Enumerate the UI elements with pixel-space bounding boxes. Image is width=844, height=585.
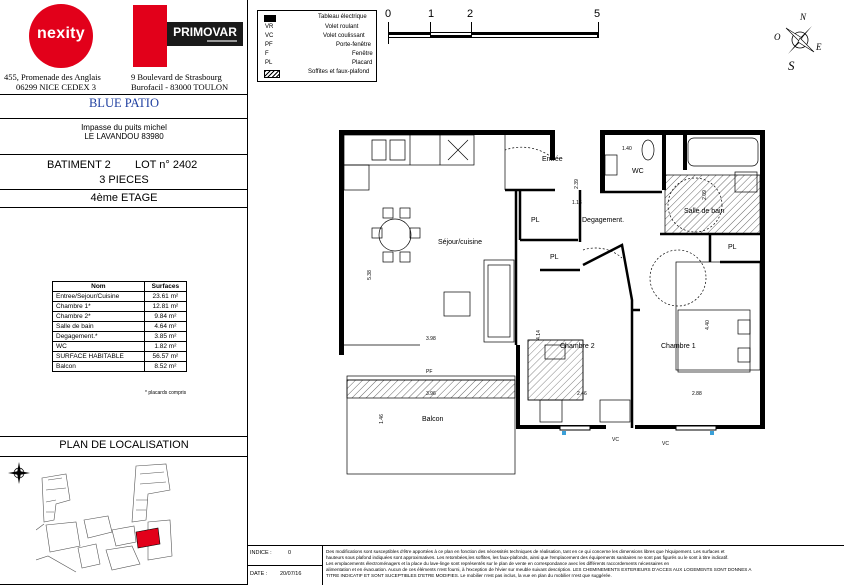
left-panel <box>0 0 248 585</box>
disclaimer-5: TITRE INDICATIF ET SONT SUCEPTIBLES D'ETRE MODIFIES. Le mobilier n'est pas inclus, la vue en plan du mobilier n'est que suggérée. <box>326 573 612 578</box>
legend-label: Porte-fenêtre <box>336 42 372 48</box>
room-sejour: Séjour/cuisine <box>438 239 482 246</box>
table-row <box>53 292 187 302</box>
legend-tableau-icon <box>264 15 276 22</box>
indice-value: 0 <box>288 550 292 556</box>
room-balcon: Balcon <box>422 416 444 423</box>
batiment: BATIMENT 2 <box>47 159 111 171</box>
small-compass-icon <box>6 460 32 486</box>
porte-fenetre-label: PF <box>426 369 433 375</box>
scale-tick-2: 2 <box>467 8 474 20</box>
compass-s: S <box>788 58 795 73</box>
room-salle-de-bain: Salle de bain <box>684 208 725 215</box>
compass-o: O <box>774 32 781 42</box>
table-row <box>53 312 187 322</box>
surfaces-header-row <box>53 282 187 292</box>
legend-code: PL <box>265 60 273 66</box>
row-value: 1.82 m² <box>144 342 186 352</box>
compass <box>770 10 830 74</box>
table-row <box>53 342 187 352</box>
table-row <box>53 322 187 332</box>
nexity-logo <box>29 4 93 68</box>
placard-label: PL <box>550 254 559 261</box>
row-name: Chambre 2* <box>53 312 145 322</box>
nexity-address-1: 455, Promenade des Anglais <box>4 72 101 82</box>
nexity-address-2: 06299 NICE CEDEX 3 <box>16 82 97 92</box>
lot-number: LOT n° 2402 <box>135 159 198 171</box>
placards-note: * placards compris <box>145 390 187 396</box>
row-name: Chambre 1* <box>53 302 145 312</box>
col-surface: Surfaces <box>144 282 186 292</box>
scale-tick-0: 0 <box>385 8 392 20</box>
room-chambre-1: Chambre 1 <box>661 343 696 350</box>
scale-tick-1: 1 <box>428 8 435 20</box>
dim-label: 5.38 <box>366 270 373 280</box>
row-value: 23.61 m² <box>144 292 186 302</box>
site-address-1: Impasse du puits michel <box>81 123 167 132</box>
indice-label: INDICE : <box>250 550 272 556</box>
legend-label: Volet coulissant <box>323 33 365 39</box>
legend-code: VC <box>265 33 274 39</box>
legend <box>257 10 377 82</box>
pieces: 3 PIECES <box>99 174 149 186</box>
dim-label: 1.46 <box>378 414 385 424</box>
dim-label: 2.39 <box>573 179 580 189</box>
lot-location-highlight <box>136 528 160 548</box>
compass-rose-icon <box>780 18 820 62</box>
dim-label: 1.40 <box>622 146 632 152</box>
room-wc: WC <box>632 168 644 175</box>
etage: 4ème ETAGE <box>90 192 158 204</box>
row-name: Degagement.* <box>53 332 145 342</box>
row-name: SURFACE HABITABLE <box>53 352 145 362</box>
legend-code: PF <box>265 42 273 48</box>
volet-label: VC <box>662 441 669 447</box>
primovar-logo-underline <box>207 40 237 42</box>
row-value: 8.52 m² <box>144 362 186 372</box>
compass-n: N <box>800 12 807 22</box>
table-row <box>53 332 187 342</box>
row-value: 4.64 m² <box>144 322 186 332</box>
floor-plan <box>330 120 770 475</box>
placard-label: PL <box>728 244 737 251</box>
col-nom: Nom <box>53 282 145 292</box>
legend-hatch-icon <box>264 70 280 78</box>
disclaimer-2: hauteurs sous plafond indiquées sont approximatives. Les retombées,les soffites, les faux-plafonds, ainsi que l'emplacement des équipements sanitaires ne sont pas figurés ou le sont à titre indicatif. <box>326 555 729 560</box>
row-name: WC <box>53 342 145 352</box>
room-entree: Entrée <box>542 156 563 163</box>
legend-code: VR <box>265 24 274 30</box>
dim-label: 4.14 <box>535 330 542 340</box>
table-row <box>53 302 187 312</box>
date-value: 20/07/16 <box>280 571 302 577</box>
row-name: Entree/Sejour/Cuisine <box>53 292 145 302</box>
location-site-map <box>36 460 186 580</box>
row-value: 12.81 m² <box>144 302 186 312</box>
table-row <box>53 352 187 362</box>
room-chambre-2: Chambre 2 <box>560 343 595 350</box>
room-degagement: Degagement. <box>582 217 625 224</box>
legend-label: Tableau électrique <box>318 14 367 20</box>
row-name: Balcon <box>53 362 145 372</box>
site-address-2: LE LAVANDOU 83980 <box>84 132 164 141</box>
compass-e: E <box>816 42 822 52</box>
primovar-logo-text: PRIMOVAR <box>173 25 237 39</box>
dim-label: 3.98 <box>426 336 436 342</box>
dim-label: 4.40 <box>704 320 711 330</box>
dim-label: 3.96 <box>426 391 436 397</box>
volet-label: VC <box>612 437 619 443</box>
disclaimer-4: alimentation et en évacuation. Aucun de ces éléments n'est fourni, à l'exception de l'évier sur meuble suivant description. LES CHEMINEMENTS EXTERIEURS D'ACCES AUX LOGEMENTS SONT DONNES A <box>326 567 752 572</box>
row-value: 56.57 m² <box>144 352 186 362</box>
project-name: BLUE PATIO <box>88 96 160 110</box>
footer <box>248 545 844 585</box>
table-row <box>53 362 187 372</box>
scale-bar <box>385 8 603 42</box>
placard-label: PL <box>531 217 540 224</box>
primovar-address-1: 9 Boulevard de Strasbourg <box>131 72 222 82</box>
dim-label: 2.46 <box>577 391 587 397</box>
row-value: 3.85 m² <box>144 332 186 342</box>
primovar-address-2: Burofacil - 83000 TOULON <box>131 82 229 92</box>
legend-label: Volet roulant <box>325 24 359 30</box>
surfaces-table <box>52 281 187 372</box>
row-value: 9.84 m² <box>144 312 186 322</box>
primovar-logo <box>133 5 167 67</box>
scale-tick-5: 5 <box>594 8 601 20</box>
row-name: Salle de bain <box>53 322 145 332</box>
legend-label: Soffites et faux-plafond <box>308 69 370 75</box>
legend-label: Fenêtre <box>352 51 373 57</box>
date-label: DATE : <box>250 571 268 577</box>
disclaimer-1: Des modifications sont susceptibles d'être apportées à ce plan en fonction des nécessités techniques de réalisation, tant en ce qui concerne les dimensions libres que l'équipement. Les surfaces et <box>326 549 725 554</box>
disclaimer-3: Les emplacements électroménagers et la place du lave-linge sont représentés sur le plan de vente en correspondance avec les différents raccordements nécessaires en <box>326 561 670 566</box>
dim-label: 2.88 <box>692 391 702 397</box>
dim-label: 1.16 <box>572 200 582 206</box>
legend-code: F <box>265 51 269 57</box>
dim-label: 2.09 <box>701 190 708 200</box>
legend-label: Placard <box>352 60 373 66</box>
nexity-logo-text: nexity <box>36 25 86 42</box>
primovar-logo-band <box>167 22 243 46</box>
localisation-title: PLAN DE LOCALISATION <box>59 439 189 451</box>
